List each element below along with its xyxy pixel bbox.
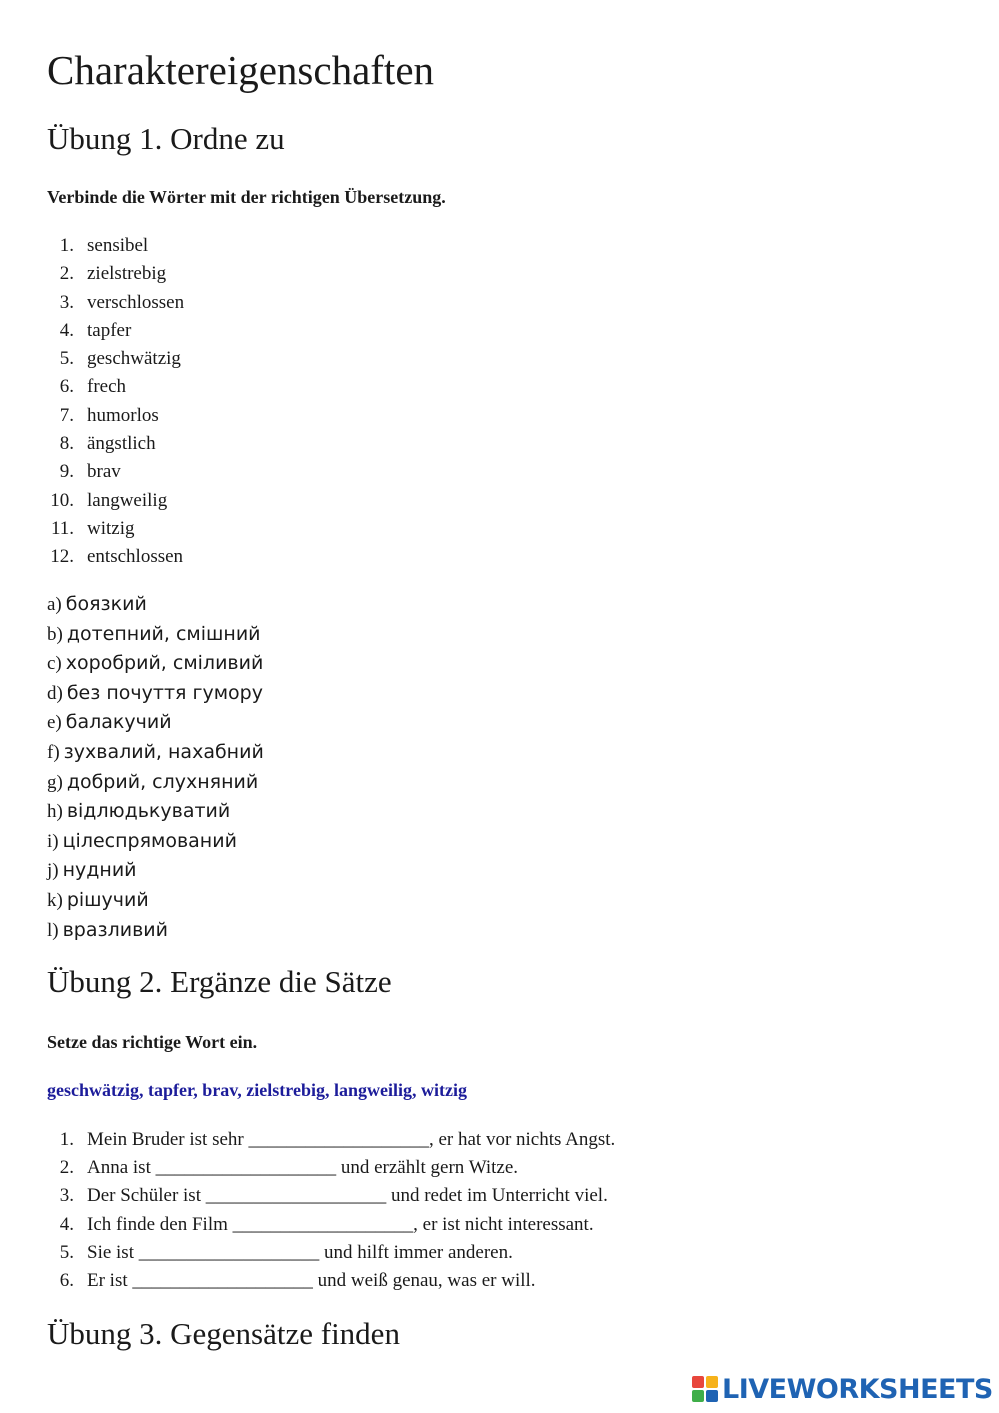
list-item: g) добрий, слухняний xyxy=(47,770,259,793)
exercise2-instruction: Setze das richtige Wort ein. xyxy=(47,1032,258,1052)
list-item: 7. humorlos xyxy=(59,404,159,426)
german-word-list xyxy=(47,232,184,572)
list-item: 9. brav xyxy=(59,461,121,483)
list-item: 4. tapfer xyxy=(59,319,132,341)
list-item: a) боязкий xyxy=(47,593,147,615)
list-item: 5. geschwätzig xyxy=(59,348,181,370)
list-item: 4. Ich finde den Film ___________________, er ist nicht interessant. xyxy=(59,1213,594,1235)
list-item: j) нудний xyxy=(47,859,137,882)
list-item: 5. Sie ist ___________________ und hilft immer anderen. xyxy=(59,1241,513,1263)
exercise2-heading: Übung 2. Ergänze die Sätze xyxy=(47,964,392,999)
exercise1-heading: Übung 1. Ordne zu xyxy=(47,121,285,156)
list-item: f) зухвалий, нахабний xyxy=(47,740,264,763)
list-item: 6. frech xyxy=(59,376,127,398)
list-item: 8. ängstlich xyxy=(59,433,156,455)
list-item: 1. Mein Bruder ist sehr ___________________, er hat vor nichts Angst. xyxy=(59,1129,616,1150)
translation-list xyxy=(47,590,264,945)
list-item: b) дотепний, смішний xyxy=(47,622,261,645)
list-item: 11. witzig xyxy=(50,517,135,539)
liveworksheets-logo xyxy=(692,1374,993,1404)
list-item: d) без почуття гумору xyxy=(47,681,263,704)
list-item: k) рішучий xyxy=(47,888,149,911)
sentence-list xyxy=(47,1126,615,1295)
list-item: 2. Anna ist ___________________ und erzählt gern Witze. xyxy=(59,1157,519,1179)
list-item: 12. entschlossen xyxy=(50,546,184,568)
list-item: 2. zielstrebig xyxy=(59,263,167,285)
list-item: 10. langweilig xyxy=(50,489,168,511)
liveworksheets-logo-text: LIVEWORKSHEETS xyxy=(722,1373,993,1405)
list-item: i) цілеспрямований xyxy=(47,829,237,852)
word-bank: geschwätzig, tapfer, brav, zielstrebig, langweilig, witzig xyxy=(47,1080,467,1100)
list-item: 6. Er ist ___________________ und weiß genau, was er will. xyxy=(59,1269,536,1291)
list-item: 3. Der Schüler ist ___________________ und redet im Unterricht viel. xyxy=(59,1185,608,1207)
list-item: c) хоробрий, сміливий xyxy=(47,652,264,675)
list-item: 1. sensibel xyxy=(59,235,149,256)
list-item: l) вразливий xyxy=(47,918,168,941)
page-title: Charaktereigenschaften xyxy=(47,47,435,93)
exercise3-heading: Übung 3. Gegensätze finden xyxy=(47,1316,400,1351)
list-item: e) балакучий xyxy=(47,711,172,734)
liveworksheets-logo-icon xyxy=(692,1376,718,1402)
list-item: 3. verschlossen xyxy=(59,291,185,313)
exercise1-instruction: Verbinde die Wörter mit der richtigen Übersetzung. xyxy=(47,187,446,207)
list-item: h) відлюдькуватий xyxy=(47,800,231,823)
